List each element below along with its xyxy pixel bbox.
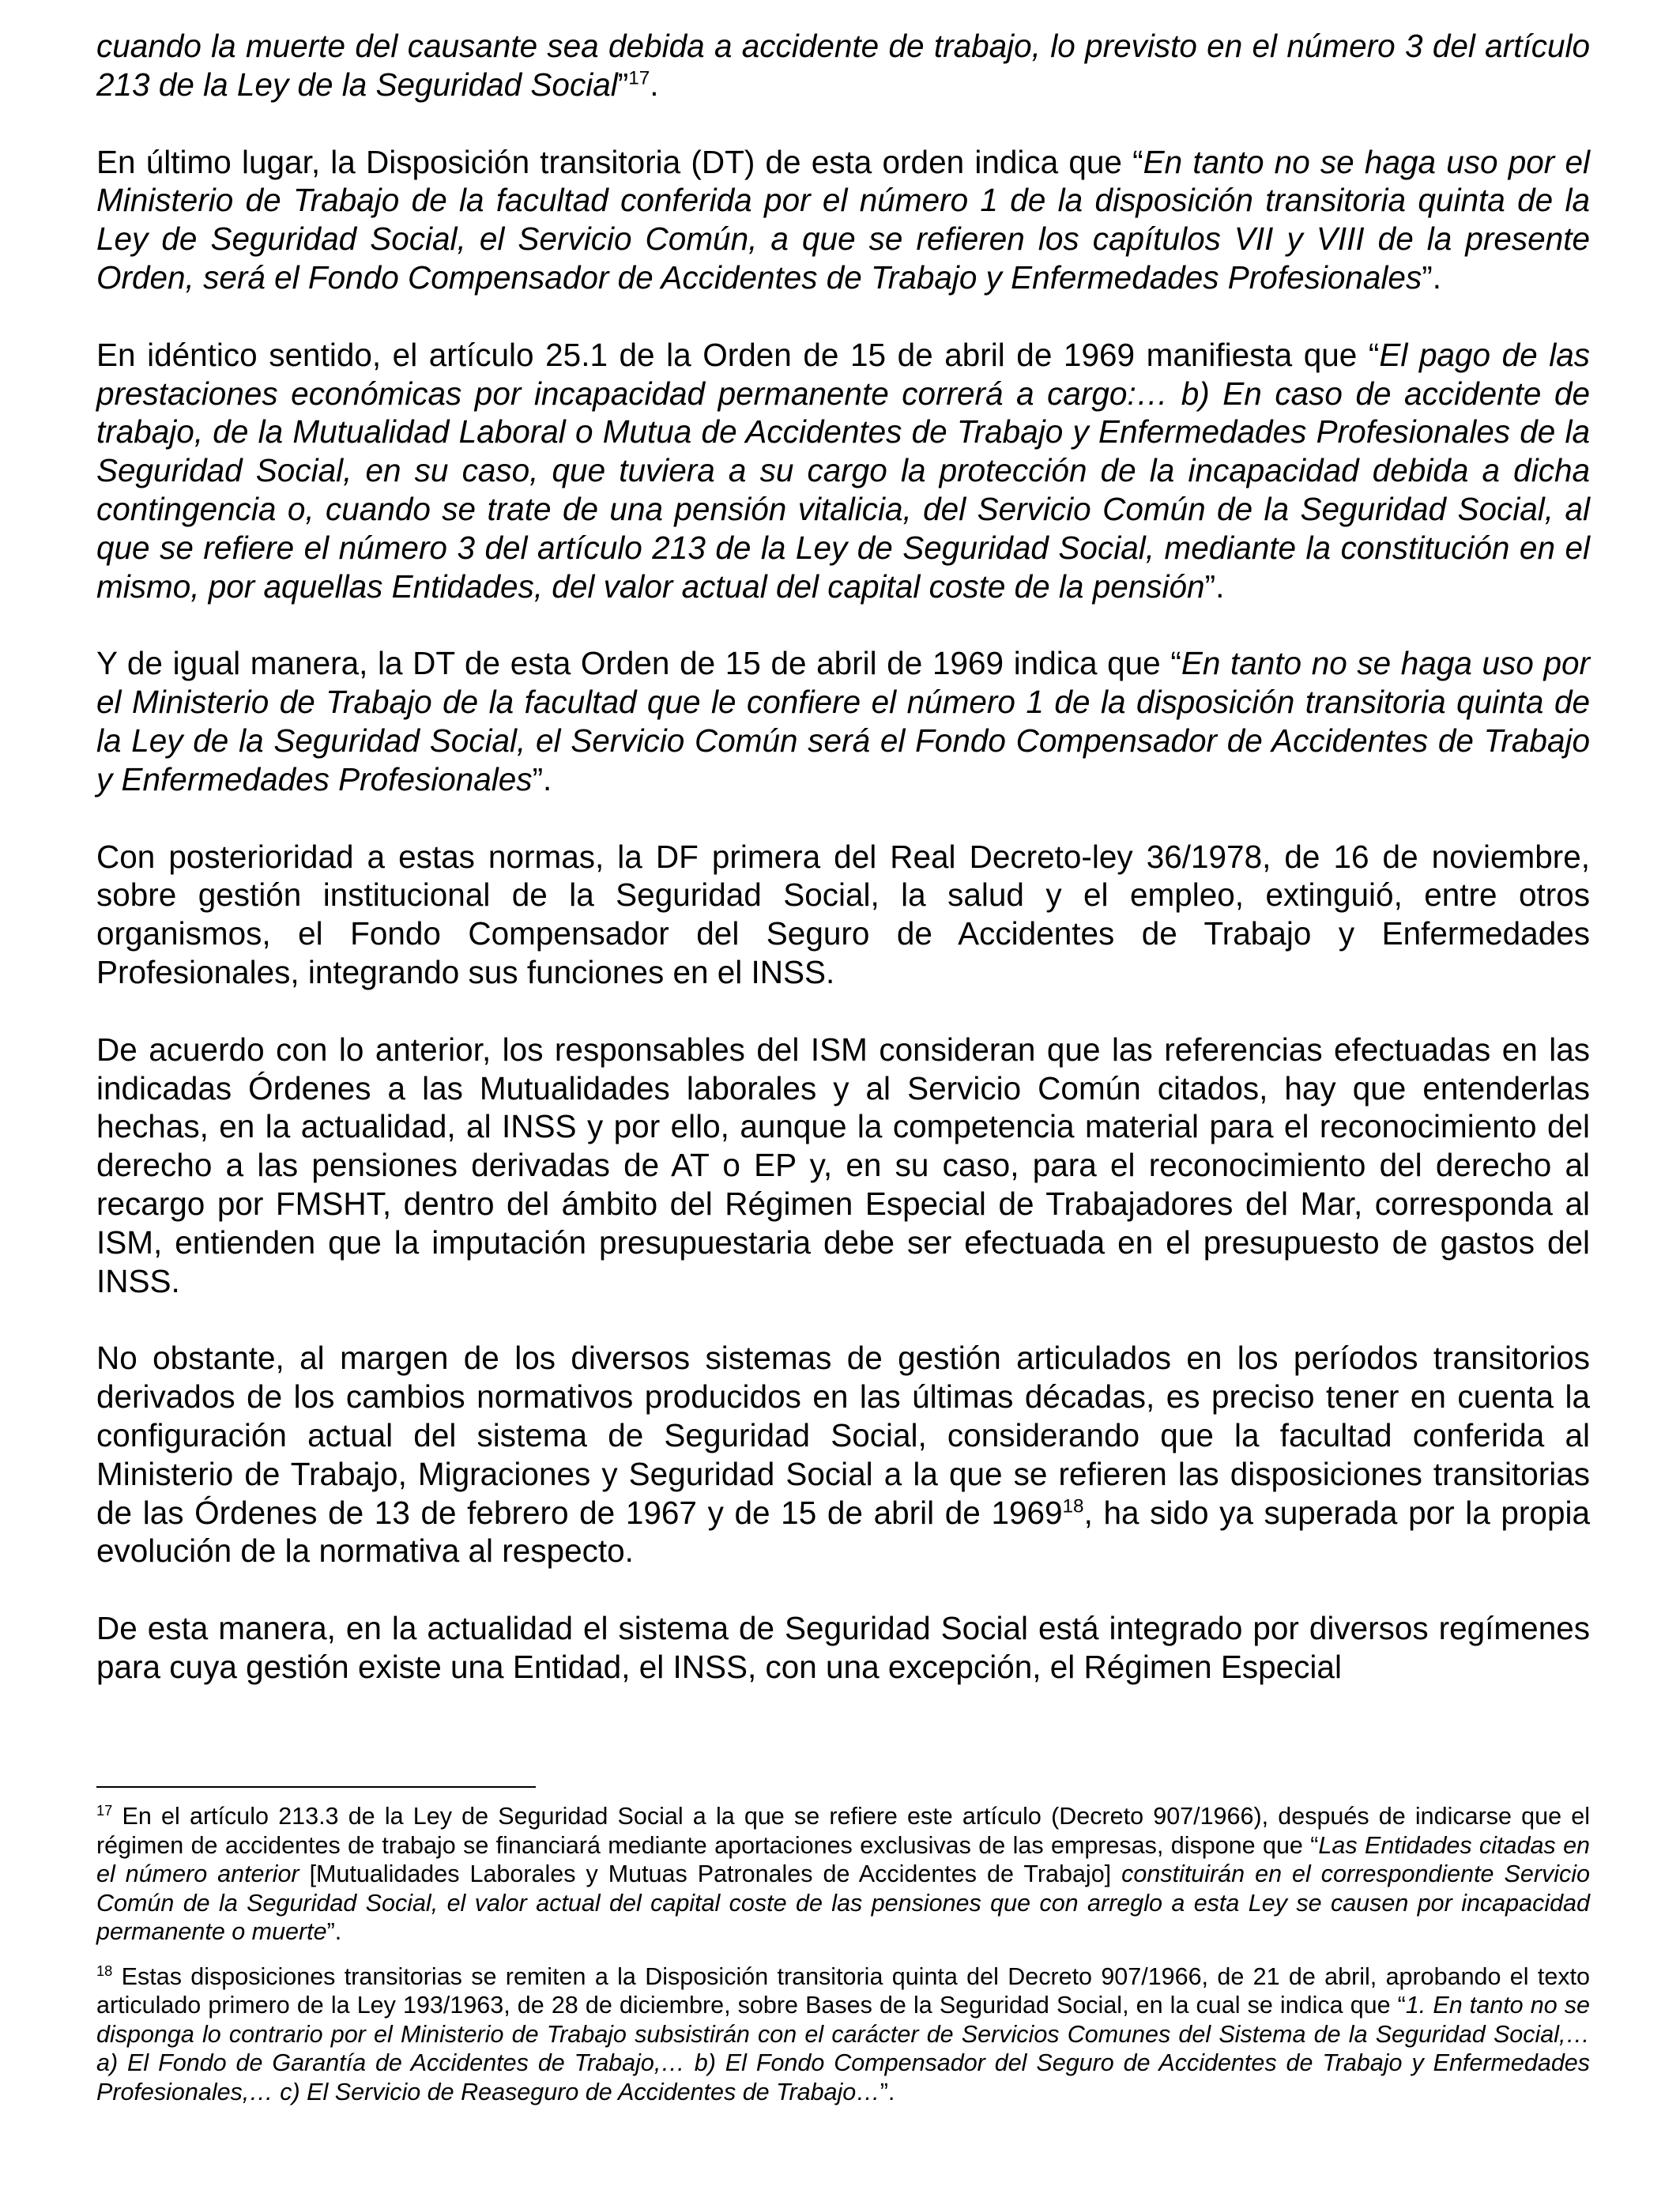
paragraph [96, 1609, 1590, 1687]
text-run: ”. [326, 1918, 342, 1945]
paragraph [96, 336, 1590, 606]
footnote-ref: 18 [1062, 1495, 1084, 1517]
text-run: ”. [532, 760, 552, 797]
text-run: No obstante, al margen de los diversos sistemas de gestión articulados en los períodos transitorios derivados de los cambios normativos producidos en las últimas décadas, es preciso tener en cuenta la configuración actual del sistema de Seguridad Social, considerando que la facultad conferida al Ministerio de Trabajo, Migraciones y Seguridad Social a la que se refieren las disposiciones transitorias de las Órdenes de 13 de febrero de 1967 y de 15 de abril de 1969 [96, 1340, 1590, 1531]
text-run: , ha sido ya superada por la propia evolución de la normativa al respecto. [96, 1494, 1590, 1570]
footnote [96, 1802, 1590, 1947]
text-run: ”. [1204, 567, 1225, 605]
text-run: . [650, 66, 659, 103]
text-run: ” [617, 66, 629, 103]
text-run: Estas disposiciones transitorias se remiten a la Disposición transitoria quinta del Decreto 907/1966, de 21 de abril, aprobando el texto articulado primero de la Ley 193/1963, de 28 de diciembre, sobre Bases de la Seguridad Social, en la cual se indica que “ [96, 1962, 1590, 2019]
text-run: ”. [880, 2078, 895, 2105]
footnote-ref: 18 [96, 1962, 113, 1979]
text-run: Con posterioridad a estas normas, la DF primera del Real Decreto-ley 36/1978, de 16 de noviembre, sobre gestión institucional de la Seguridad Social, la salud y el empleo, extinguió, entre otros organismos, el Fondo Compensador del Seguro de Accidentes de Trabajo y Enfermedades Profesionales, integrando sus funciones en el INSS. [96, 838, 1590, 990]
paragraph [96, 1339, 1590, 1570]
text-run: En el artículo 213.3 de la Ley de Seguridad Social a la que se refiere este artículo (Decreto 907/1966), después de indicarse que el régimen de accidentes de trabajo se financiará mediante aportaciones exclusivas de las empresas, dispone que “ [96, 1803, 1590, 1859]
paragraph [96, 644, 1590, 798]
quoted-text: En tanto no se haga uso por el Ministerio de Trabajo de la facultad que le confiere el número 1 de la disposición transitoria quinta de la Ley de la Seguridad Social, el Servicio Común será el Fondo Compensador de Accidentes de Trabajo y Enfermedades Profesionales [96, 645, 1590, 797]
body-text [96, 27, 1590, 1725]
footnote-ref: 17 [628, 67, 650, 89]
text-run: [Mutualidades Laborales y Mutuas Patronales de Accidentes de Trabajo] [299, 1860, 1122, 1887]
paragraph [96, 27, 1590, 104]
footnote-separator [96, 1786, 536, 1788]
quoted-text: Las Entidades citadas en el número anterior [96, 1831, 1590, 1887]
paragraph [96, 1031, 1590, 1301]
quoted-text: El pago de las prestaciones económicas por incapacidad permanente correrá a cargo:… b) En caso de accidente de trabajo, de la Mutualidad Laboral o Mutua de Accidentes de Trabajo y Enfermedades Profesionales de la Seguridad Social, en su caso, que tuviera a su cargo la protección de la incapacidad debida a dicha contingencia o, cuando se trate de una pensión vitalicia, del Servicio Común de la Seguridad Social, al que se refiere el número 3 del artículo 213 de la Ley de Seguridad Social, mediante la constitución en el mismo, por aquellas Entidades, del valor actual del capital coste de la pensión [96, 336, 1591, 605]
text-run: En último lugar, la Disposición transitoria (DT) de esta orden indica que “ [96, 143, 1143, 180]
quoted-text: constituirán en el correspondiente Servicio Común de la Seguridad Social, el valor actual del capital coste de las pensiones que con arreglo a esta Ley se causen por incapacidad permanente o muerte [96, 1860, 1590, 1945]
footnote [96, 1962, 1590, 2107]
text-run: ”. [1422, 258, 1441, 296]
paragraph [96, 143, 1590, 297]
quoted-text: En tanto no se haga uso por el Ministerio de Trabajo de la facultad conferida por el número 1 de la disposición transitoria quinta de la Ley de Seguridad Social, el Servicio Común, a que se refieren los capítulos VII y VIII de la presente Orden, será el Fondo Compensador de Accidentes de Trabajo y Enfermedades Profesionales [96, 143, 1591, 296]
text-run: En idéntico sentido, el artículo 25.1 de la Orden de 15 de abril de 1969 manifiesta que “ [96, 336, 1380, 373]
quoted-text: cuando la muerte del causante sea debida a accidente de trabajo, lo previsto en el número 3 del artículo 213 de la Ley de la Seguridad Social [96, 28, 1590, 103]
text-run: De acuerdo con lo anterior, los responsables del ISM consideran que las referencias efectuadas en las indicadas Órdenes a las Mutualidades laborales y al Servicio Común citados, hay que entenderlas hechas, en la actualidad, al INSS y por ello, aunque la competencia material para el reconocimiento del derecho a las pensiones derivadas de AT o EP y, en su caso, para el reconocimiento del derecho al recargo por FMSHT, dentro del ámbito del Régimen Especial de Trabajadores del Mar, corresponda al ISM, entienden que la imputación presupuestaria debe ser efectuada en el presupuesto de gastos del INSS. [96, 1031, 1590, 1299]
paragraph [96, 838, 1590, 992]
footnote-ref: 17 [96, 1801, 113, 1819]
text-run: Y de igual manera, la DT de esta Orden de 15 de abril de 1969 indica que “ [96, 645, 1181, 682]
footnotes [96, 1802, 1590, 2122]
quoted-text: 1. En tanto no se disponga lo contrario por el Ministerio de Trabajo subsistirán con el carácter de Servicios Comunes del Sistema de la Seguridad Social,… a) El Fondo de Garantía de Accidentes de Trabajo,… b) El Fondo Compensador del Seguro de Accidentes de Trabajo y Enfermedades Profesionales,… c) El Servicio de Reaseguro de Accidentes de Trabajo… [96, 1992, 1590, 2105]
text-run: De esta manera, en la actualidad el sistema de Seguridad Social está integrado por diversos regímenes para cuya gestión existe una Entidad, el INSS, con una excepción, el Régimen Especial [96, 1610, 1590, 1685]
